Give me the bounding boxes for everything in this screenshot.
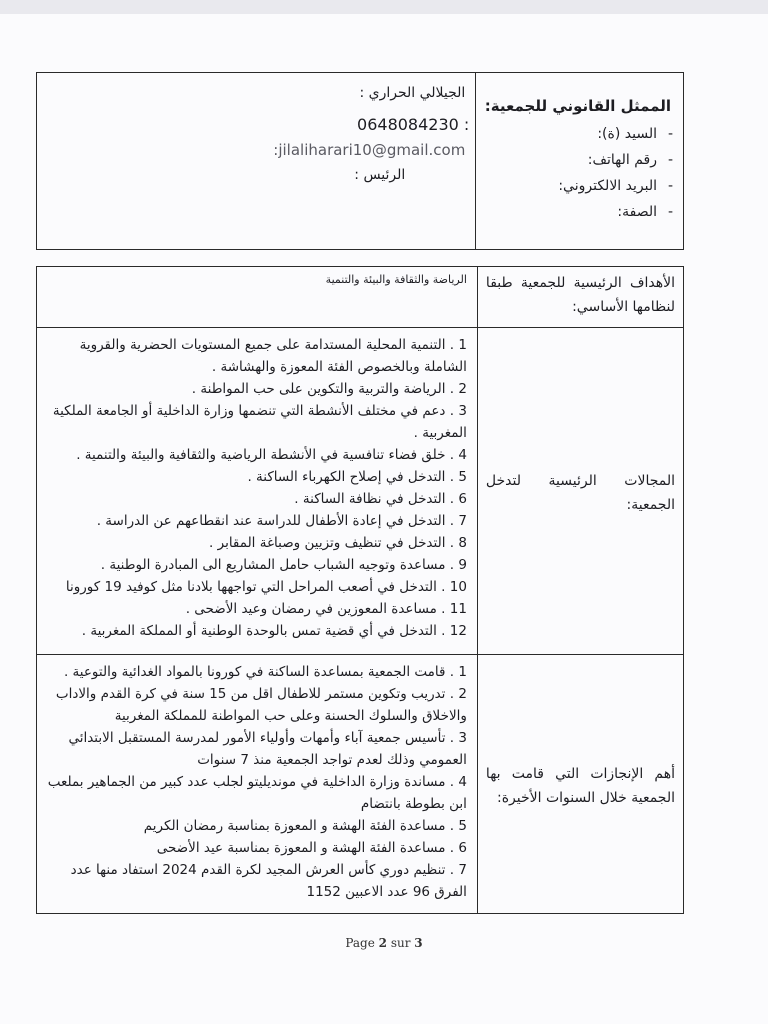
footer-page-number: 2: [378, 936, 388, 950]
areas-row: [37, 328, 684, 655]
list-item: 1 . التنمية المحلية المستدامة على جميع المستويات الحضرية والقروية الشاملة وبالخصوص الفئة المعوزة والهشاشة .: [79, 337, 467, 375]
legal-representative-table: [36, 72, 684, 250]
legal-rep-values-cell: [37, 73, 476, 250]
list-item: 5 . التدخل في إصلاح الكهرباء الساكنة .: [247, 469, 467, 485]
achievements-row: [37, 654, 684, 913]
list-item: 1 . قامت الجمعية بمساعدة الساكنة في كورونا بالمواد الغدائية والتوعية .: [63, 663, 467, 680]
field-value-email: :jilaliharari10@gmail.com: [273, 141, 466, 159]
list-item: 2 . تدريب وتكوين مستمر للاطفال اقل من 15 سنة في كرة القدم والاداب والاخلاق والسلوك الحسنة وعلى حب المواطنة للمملكة المغربية: [55, 685, 467, 724]
areas-list: [45, 334, 467, 642]
legal-rep-labels-cell: [476, 73, 684, 250]
list-item: 3 . دعم في مختلف الأنشطة التي تنضمها وزارة الداخلية أو الجامعة الملكية المغربية .: [52, 403, 467, 441]
legal-rep-field-list: [484, 121, 671, 225]
field-label-name: - السيد (ة):: [484, 121, 657, 147]
field-value-phone-row: [43, 113, 470, 138]
field-label-email: - البريد الالكتروني:: [484, 173, 657, 199]
list-item: 6 . مساعدة الفئة الهشة و المعوزة بمناسبة عيد الأضحى: [156, 839, 467, 856]
goals-row: [37, 267, 684, 328]
list-item: 6 . التدخل في نظافة الساكنة .: [294, 491, 467, 507]
footer-total-pages: 3: [414, 936, 423, 950]
page-footer: [0, 936, 768, 950]
association-info-table: [36, 266, 684, 914]
achievements-list: [45, 661, 467, 903]
footer-sur-word: sur: [390, 936, 411, 950]
list-item: 2 . الرياضة والتربية والتكوين على حب المواطنة .: [191, 381, 467, 397]
field-label-phone: - رقم الهاتف:: [484, 147, 657, 173]
field-value-name: الجيلالي الحراري :: [359, 85, 466, 101]
footer-page-word: Page: [345, 936, 375, 950]
achievements-content: [37, 654, 478, 913]
list-item: 4 . مساندة وزارة الداخلية في مونديليتو لجلب عدد كبير من الجماهير بملعب ابن بطوطة بانتضام: [47, 773, 467, 812]
list-item: 8 . التدخل في تنظيف وتزيين وصباغة المقابر .: [209, 535, 467, 551]
field-value-role: الرئيس :: [354, 167, 406, 183]
list-item: 7 . تنظيم دوري كأس العرش المجيد لكرة القدم 2024 استفاد منها عدد الفرق 96 عدد الاعبين 1152: [70, 861, 467, 900]
scan-top-band: [0, 0, 768, 14]
list-item: 11 . مساعدة المعوزين في رمضان وعيد الأضحى .: [185, 601, 467, 617]
legal-rep-title: الممثل القانوني للجمعية:: [484, 97, 671, 115]
list-item: 10 . التدخل في أصعب المراحل التي تواجهها بلادنا مثل كوفيد 19 كورونا: [65, 579, 467, 595]
achievements-label: أهم الإنجازات التي قامت بها الجمعية خلال السنوات الأخيرة:: [477, 654, 683, 913]
goals-value: الرياضة والثقافة والبيئة والتنمية: [37, 267, 478, 328]
legal-rep-values: [43, 81, 470, 187]
field-label-role: - الصفة:: [484, 199, 657, 225]
areas-content: [37, 328, 478, 655]
list-item: 5 . مساعدة الفئة الهشة و المعوزة بمناسبة رمضان الكريم: [143, 817, 467, 834]
list-item: 7 . التدخل في إعادة الأطفال للدراسة عند انقطاعهم عن الدراسة .: [96, 513, 467, 529]
list-item: 3 . تأسيس جمعية آباء وأمهات وأولياء الأمور لمدرسة المستقبل الابتدائي العمومي وذلك لعدم تواجد الجمعية منذ 7 سنوات: [68, 729, 467, 768]
areas-label: المجالات الرئيسية لتدخل الجمعية:: [477, 328, 683, 655]
list-item: 9 . مساعدة وتوجيه الشباب حامل المشاريع الى المبادرة الوطنية .: [100, 557, 467, 573]
field-value-phone: 0648084230 :: [357, 115, 470, 134]
field-value-email-row: [43, 138, 465, 163]
goals-label: الأهداف الرئيسية للجمعية طبقا لنظامها الأساسي:: [477, 267, 683, 328]
list-item: 12 . التدخل في أي قضية تمس بالوحدة الوطنية أو المملكة المغربية .: [81, 623, 467, 639]
list-item: 4 . خلق فضاء تنافسية في الأنشطة الرياضية والثقافية والبيئة والتنمية .: [76, 447, 467, 463]
